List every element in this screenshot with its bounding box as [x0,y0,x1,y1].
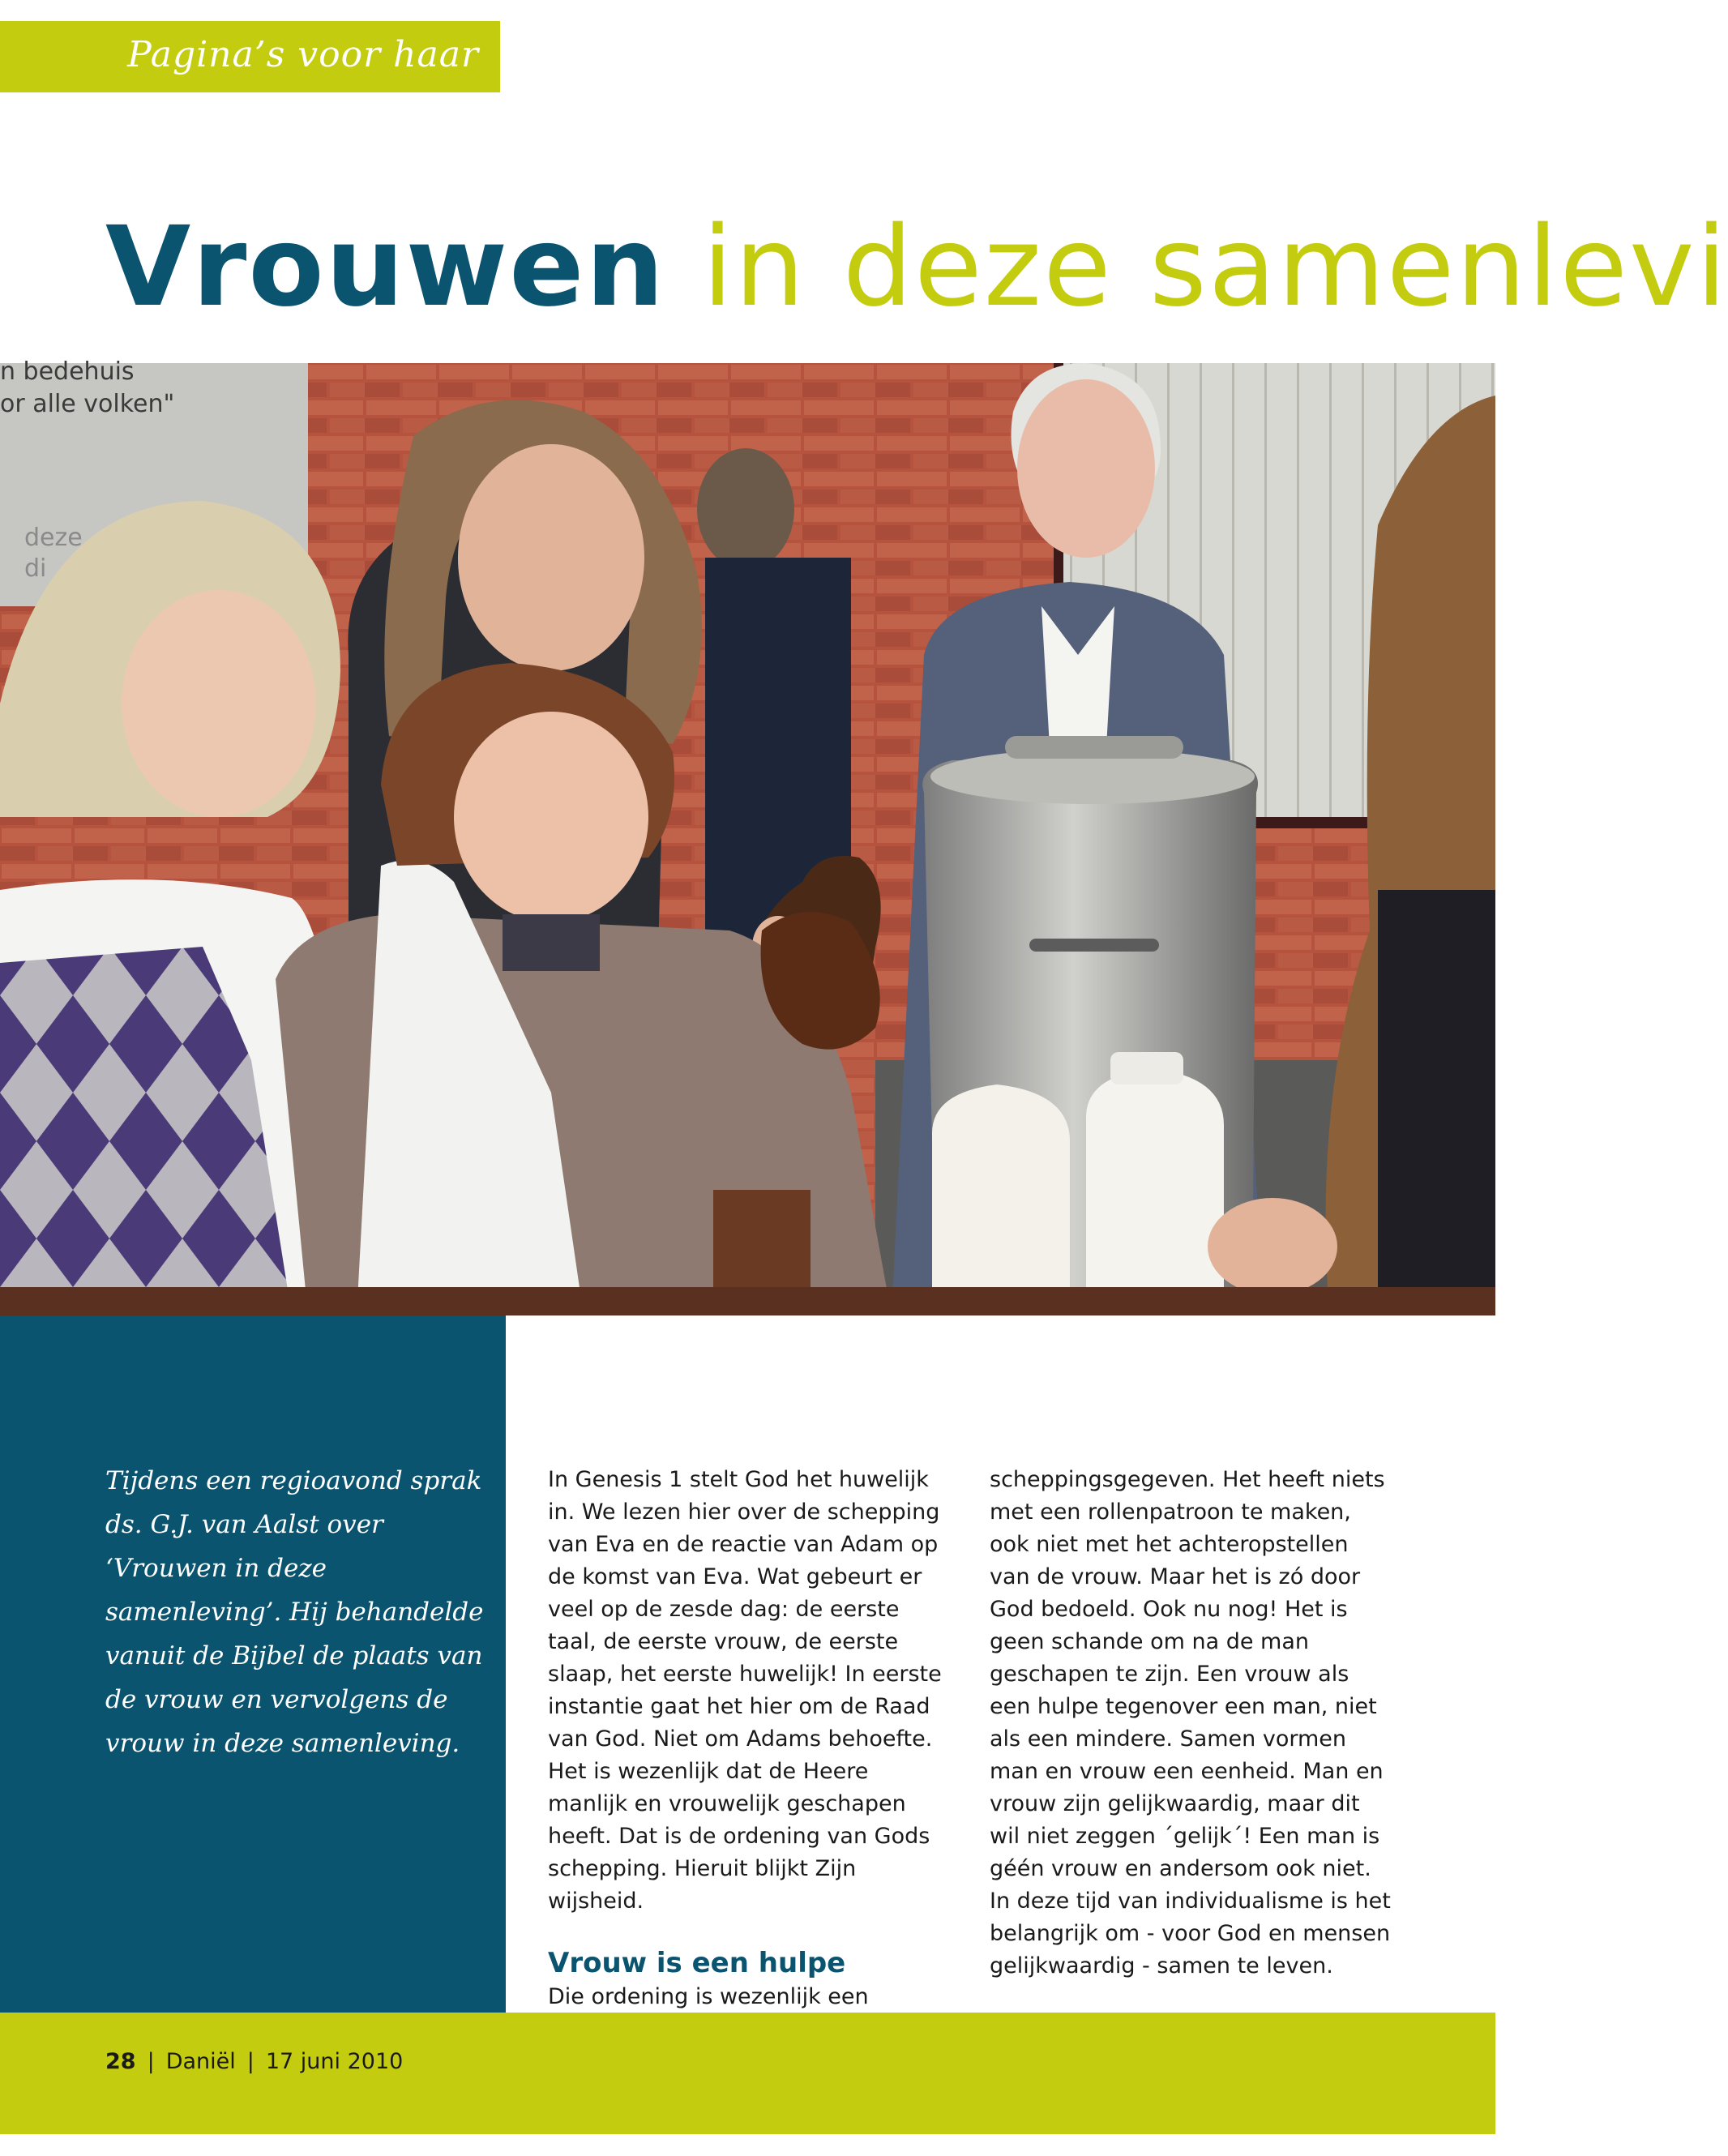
sign-line-2: or alle volken" [0,390,175,418]
column-1-after-heading: Die ordening is wezenlijk een [548,1984,869,2009]
sign-line-3: deze [24,524,83,552]
sign-line-4: di [24,554,47,583]
footer-separator: | [147,2049,155,2074]
photo-illustration [0,357,1495,1315]
subheading: Vrouw is een hulpe [548,1947,846,1979]
magazine-name: Daniël [165,2049,236,2074]
page-number: 28 [105,2049,136,2074]
title-rest: in deze samenlevi [702,203,1728,332]
lead-text: Tijdens een regioavond sprak ds. G.J. van Aalst over ‘Vrouwen in deze samenleving’. Hij behandelde vanuit de Bijbel de plaats van de vrouw en vervolgens de vrouw in deze samenleving. [105,1466,484,1758]
column-2-paragraph: scheppingsgegeven. Het heeft niets met een rollenpatroon te maken, ook niet met het achteropstellen van de vrouw. Maar het is zó door God bedoeld. Ook nu nog! Het is geen schande om na de man geschapen te zijn. Een vrouw als een hulpe tegenover een man, niet als een mindere. Samen vormen man en vrouw een eenheid. Man en vrouw zijn gelijkwaardig, maar dit wil niet zeggen ´gelijk´! Een man is géén vrouw en andersom ook niet. In deze tijd van individualisme is het belangrijk om - voor God en mensen gelijkwaardig - samen te leven. [990,1467,1391,1978]
article-column-2 [990,1464,1395,1983]
title-bold: Vrouwen [105,203,666,332]
footer-separator: | [246,2049,254,2074]
sign-line-1: n bedehuis [0,357,135,386]
section-tab [0,21,500,92]
page-title [105,203,1728,332]
issue-date: 17 juni 2010 [265,2049,404,2074]
footer [105,2049,403,2074]
column-1-paragraph: In Genesis 1 stelt God het huwelijk in. We lezen hier over de schepping van Eva en de reactie van Adam op de komst van Eva. Wat gebeurt er veel op de zesde dag: de eerste taal, de eerste vrouw, de eerste slaap, het eerste huwelijk! In eerste instantie gaat het hier om de Raad van God. Niet om Adams behoefte. Het is wezenlijk dat de Heere manlijk en vrouwelijk geschapen heeft. Dat is de ordening van Gods schepping. Hieruit blijkt Zijn wijsheid. [548,1467,942,1914]
article-column-1 [548,1464,953,2013]
section-label: Pagina’s voor haar [127,34,479,75]
article-photo [0,357,1495,1315]
